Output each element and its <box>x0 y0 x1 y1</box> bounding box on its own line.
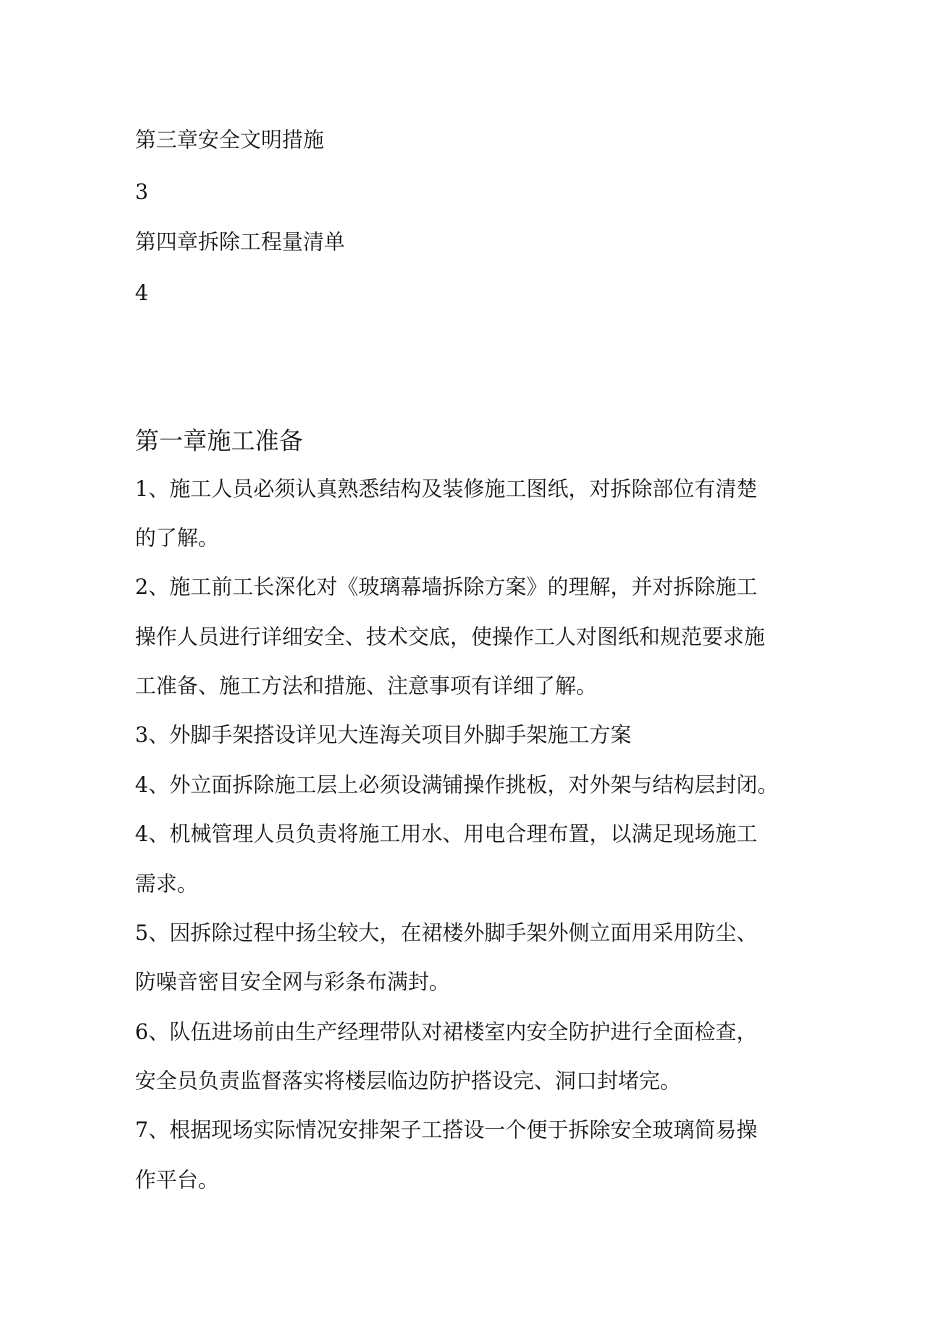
chapter1-line: 作平台。 <box>135 1168 219 1192</box>
chapter1-line: 防噪音密目安全网与彩条布满封。 <box>135 970 450 994</box>
chapter1-line: 2、施工前工长深化对《玻璃幕墙拆除方案》的理解，并对拆除施工 <box>135 575 758 599</box>
chapter1-line: 的了解。 <box>135 526 219 550</box>
chapter1-line: 操作人员进行详细安全、技术交底，使操作工人对图纸和规范要求施 <box>135 625 765 649</box>
chapter1-line: 3、外脚手架搭设详见大连海关项目外脚手架施工方案 <box>135 723 632 747</box>
toc-chapter3-title: 第三章安全文明措施 <box>135 128 324 152</box>
chapter1-line: 4、外立面拆除施工层上必须设满铺操作挑板，对外架与结构层封闭。 <box>135 773 779 797</box>
chapter1-line: 安全员负责监督落实将楼层临边防护搭设完、洞口封堵完。 <box>135 1069 681 1093</box>
toc-chapter4-title: 第四章拆除工程量清单 <box>135 230 345 254</box>
chapter1-line: 5、因拆除过程中扬尘较大，在裙楼外脚手架外侧立面用采用防尘、 <box>135 921 758 945</box>
chapter1-line: 7、根据现场实际情况安排架子工搭设一个便于拆除安全玻璃简易操 <box>135 1118 758 1142</box>
chapter1-line: 工准备、施工方法和措施、注意事项有详细了解。 <box>135 674 597 698</box>
chapter1-line: 6、队伍进场前由生产经理带队对裙楼室内安全防护进行全面检查， <box>135 1020 758 1044</box>
chapter1-line: 1、施工人员必须认真熟悉结构及装修施工图纸，对拆除部位有清楚 <box>135 477 758 501</box>
chapter1-line: 4、机械管理人员负责将施工用水、用电合理布置，以满足现场施工 <box>135 822 758 846</box>
toc-chapter4-page: 4 <box>135 281 149 305</box>
chapter1-line: 需求。 <box>135 872 198 896</box>
toc-chapter3-page: 3 <box>135 180 149 204</box>
chapter1-heading: 第一章施工准备 <box>135 427 303 455</box>
